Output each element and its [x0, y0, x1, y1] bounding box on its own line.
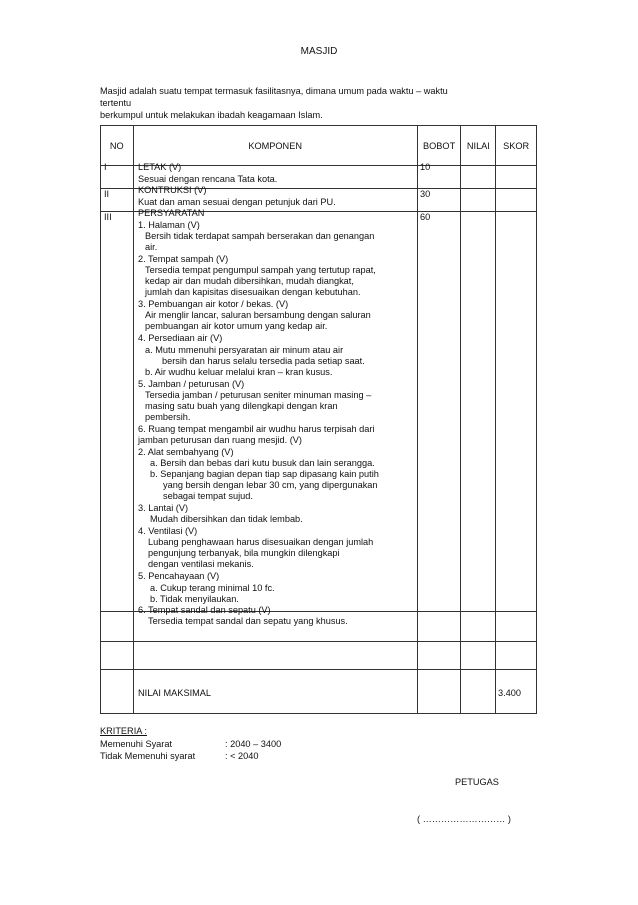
intro-line: Masjid adalah suatu tempat termasuk fasilitasnya, dimana umum pada waktu – waktu [100, 86, 448, 96]
component-line: dengan ventilasi mekanis. [148, 559, 254, 569]
component-line: 4. Ventilasi (V) [138, 526, 198, 536]
component-line: 2. Tempat sampah (V) [138, 254, 229, 264]
component-line: b. Sepanjang bagian depan tiap sap dipasang kain putih [150, 469, 379, 479]
component-line: LETAK (V) [138, 162, 182, 172]
criteria-heading: KRITERIA : [100, 726, 147, 736]
component-line: 5. Pencahayaan (V) [138, 571, 220, 581]
component-line: pengunjung terbanyak, bila mungkin dilengkapi [148, 548, 340, 558]
component-line: 3. Lantai (V) [138, 503, 189, 513]
max-value: 3.400 [498, 688, 521, 698]
component-line: Sesuai dengan rencana Tata kota. [138, 174, 278, 184]
component-line: PERSYARATAN [138, 208, 205, 218]
intro-paragraph [100, 85, 530, 121]
component-line: jamban peturusan dan ruang mesjid. (V) [138, 435, 302, 445]
component-line: yang bersih dengan lebar 30 cm, yang dipergunakan [163, 480, 378, 490]
component-line: Air menglir lancar, saluran bersambung dengan saluran [145, 310, 371, 320]
component-line: Kuat dan aman sesuai dengan petunjuk dari PU. [138, 197, 336, 207]
row-number: I [104, 162, 107, 172]
criteria-value: : 2040 – 3400 [225, 739, 282, 749]
header-no: NO [101, 126, 134, 166]
component-line: 2. Alat sembahyang (V) [138, 447, 234, 457]
intro-line: berkumpul untuk melakukan ibadah keagamaan Islam. [100, 110, 323, 120]
component-line: kedap air dan mudah dibersihkan, mudah diangkat, [145, 276, 354, 286]
criteria-label: Tidak Memenuhi syarat [100, 751, 196, 761]
row-bobot: 60 [420, 212, 431, 222]
row-number: II [104, 189, 110, 199]
component-line: pembuangan air kotor umum yang kedap air. [145, 321, 328, 331]
header-nilai: NILAI [461, 126, 496, 166]
component-line: Mudah dibersihkan dan tidak lembab. [150, 514, 303, 524]
component-line: jumlah dan kapisitas disesuaikan dengan kebutuhan. [145, 287, 361, 297]
table-header-row [101, 126, 537, 166]
component-line: Tersedia jamban / peturusan seniter minuman masing – [145, 390, 372, 400]
officer-label: PETUGAS [455, 777, 499, 787]
component-line: air. [145, 242, 158, 252]
table-row [101, 642, 537, 670]
component-line: 1. Halaman (V) [138, 220, 200, 230]
criteria-label: Memenuhi Syarat [100, 739, 173, 749]
component-line: Tersedia tempat pengumpul sampah yang tertutup rapat, [145, 265, 376, 275]
component-line: Tersedia tempat sandal dan sepatu yang khusus. [148, 616, 348, 626]
component-line: 4. Persediaan air (V) [138, 333, 223, 343]
row-bobot: 10 [420, 162, 431, 172]
component-line: bersih dan harus selalu tersedia pada setiap saat. [162, 356, 365, 366]
component-line: b. Air wudhu keluar melalui kran – kran kusus. [145, 367, 333, 377]
row-bobot: 30 [420, 189, 431, 199]
header-komponen: KOMPONEN [133, 126, 417, 166]
row-number: III [104, 212, 112, 222]
component-line: 3. Pembuangan air kotor / bekas. (V) [138, 299, 289, 309]
header-bobot: BOBOT [417, 126, 461, 166]
component-line: pembersih. [145, 412, 191, 422]
component-line: a. Cukup terang minimal 10 fc. [150, 583, 275, 593]
page-title: MASJID [300, 46, 338, 57]
component-line: masing satu buah yang dilengkapi dengan kran [145, 401, 338, 411]
intro-line: tertentu [100, 98, 132, 108]
component-line: KONTRUKSI (V) [138, 185, 207, 195]
component-line: a. Bersih dan bebas dari kutu busuk dan lain serangga. [150, 458, 375, 468]
component-line: 5. Jamban / peturusan (V) [138, 379, 245, 389]
component-line: 6. Ruang tempat mengambil air wudhu harus terpisah dari [138, 424, 375, 434]
component-line: sebagai tempat sujud. [163, 491, 253, 501]
component-line: Bersih tidak terdapat sampah berserakan dan genangan [145, 231, 375, 241]
header-skor: SKOR [496, 126, 537, 166]
component-line: 6. Tempat sandal dan sepatu (V) [138, 605, 271, 615]
signature-line: ( ……………………… ) [417, 814, 511, 824]
component-line: a. Mutu mmenuhi persyaratan air minum atau air [145, 345, 344, 355]
component-line: b. Tidak menyilaukan. [150, 594, 239, 604]
component-line: Lubang penghawaan harus disesuaikan dengan jumlah [148, 537, 374, 547]
max-label: NILAI MAKSIMAL [138, 688, 212, 698]
criteria-value: : < 2040 [225, 751, 259, 761]
